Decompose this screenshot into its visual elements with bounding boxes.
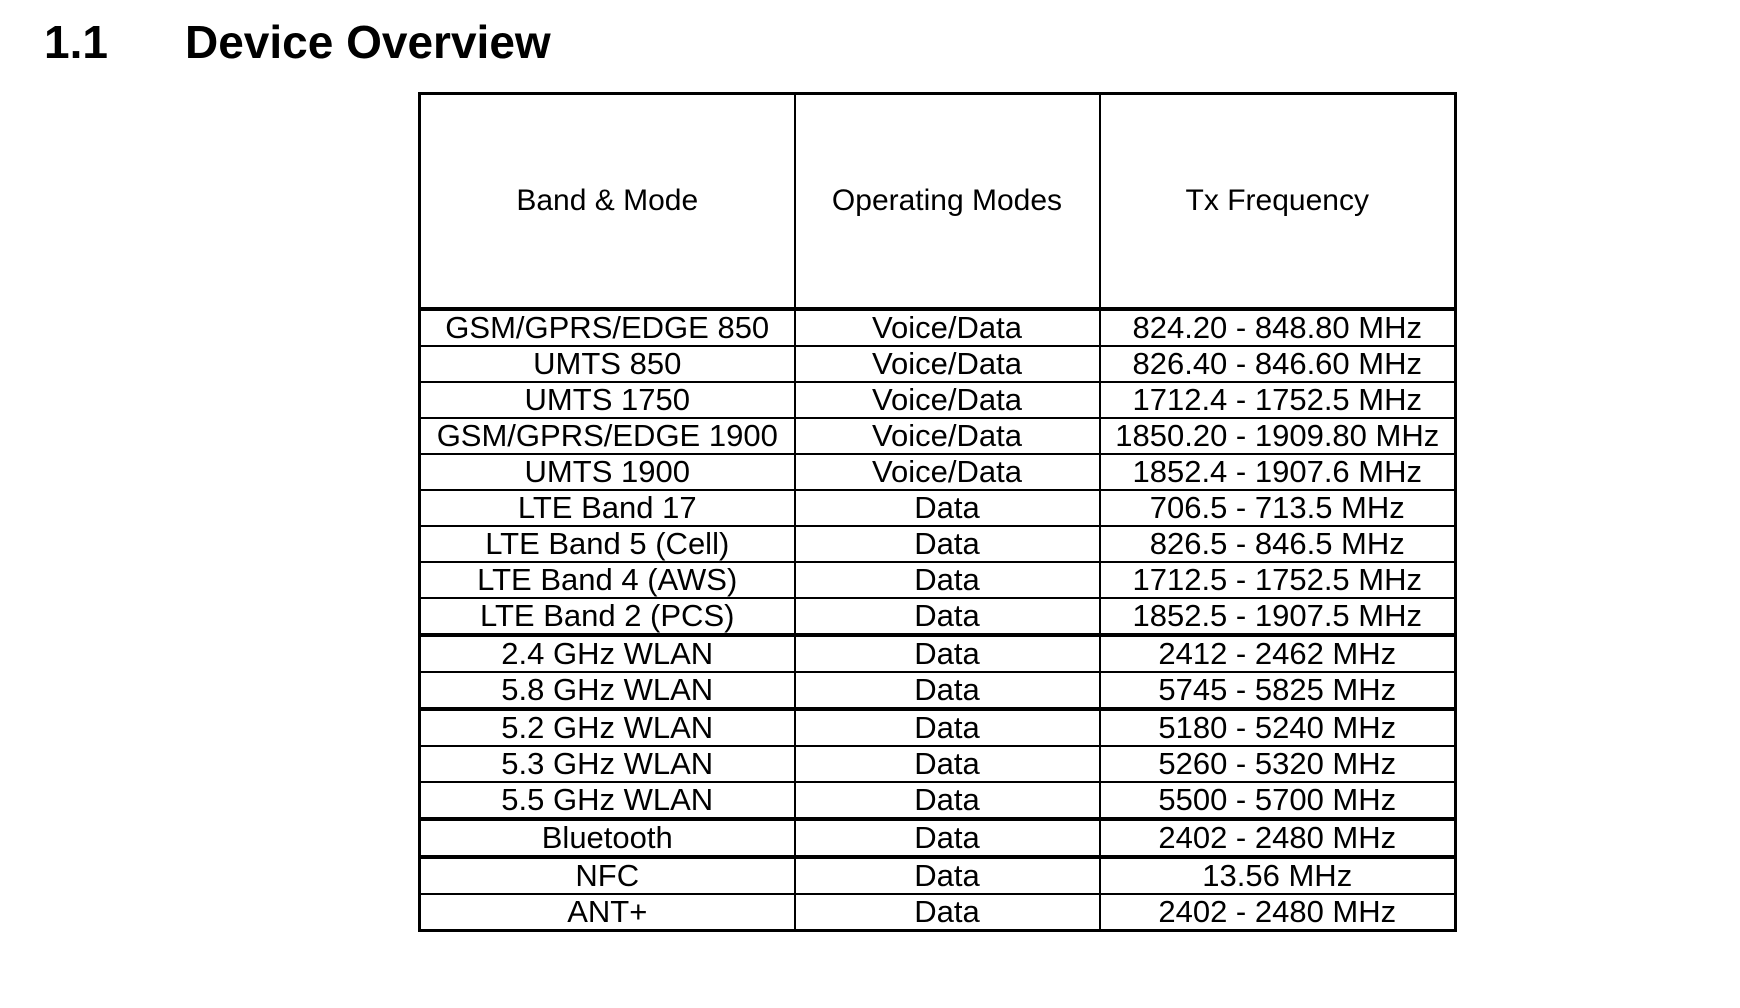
band-mode-cell: 5.5 GHz WLAN bbox=[420, 782, 795, 819]
band-mode-cell: UMTS 1900 bbox=[420, 454, 795, 490]
table-header-row bbox=[420, 94, 1456, 310]
operating-mode-cell: Data bbox=[795, 562, 1100, 598]
operating-mode-cell: Data bbox=[795, 819, 1100, 857]
operating-mode-cell: Data bbox=[795, 490, 1100, 526]
section-title: Device Overview bbox=[185, 16, 551, 68]
table-row bbox=[420, 819, 1456, 857]
table-row bbox=[420, 562, 1456, 598]
tx-frequency-cell: 2402 - 2480 MHz bbox=[1100, 819, 1456, 857]
tx-frequency-cell: 5745 - 5825 MHz bbox=[1100, 672, 1456, 709]
table-row bbox=[420, 490, 1456, 526]
tx-frequency-cell: 1712.4 - 1752.5 MHz bbox=[1100, 382, 1456, 418]
band-mode-cell: LTE Band 5 (Cell) bbox=[420, 526, 795, 562]
operating-mode-cell: Data bbox=[795, 672, 1100, 709]
operating-mode-cell: Voice/Data bbox=[795, 309, 1100, 346]
tx-frequency-cell: 2402 - 2480 MHz bbox=[1100, 894, 1456, 931]
operating-mode-cell: Data bbox=[795, 635, 1100, 672]
tx-frequency-cell: 1712.5 - 1752.5 MHz bbox=[1100, 562, 1456, 598]
operating-mode-cell: Data bbox=[795, 782, 1100, 819]
table-row bbox=[420, 857, 1456, 894]
band-mode-cell: 5.2 GHz WLAN bbox=[420, 709, 795, 746]
band-mode-cell: LTE Band 2 (PCS) bbox=[420, 598, 795, 635]
tx-frequency-cell: 1850.20 - 1909.80 MHz bbox=[1100, 418, 1456, 454]
operating-mode-cell: Data bbox=[795, 857, 1100, 894]
operating-mode-cell: Voice/Data bbox=[795, 382, 1100, 418]
operating-mode-cell: Voice/Data bbox=[795, 454, 1100, 490]
band-mode-cell: 5.8 GHz WLAN bbox=[420, 672, 795, 709]
operating-mode-cell: Data bbox=[795, 526, 1100, 562]
band-mode-cell: UMTS 1750 bbox=[420, 382, 795, 418]
band-mode-cell: ANT+ bbox=[420, 894, 795, 931]
tx-frequency-cell: 826.40 - 846.60 MHz bbox=[1100, 346, 1456, 382]
table-row bbox=[420, 346, 1456, 382]
band-mode-cell: NFC bbox=[420, 857, 795, 894]
operating-mode-cell: Data bbox=[795, 709, 1100, 746]
band-mode-cell: 2.4 GHz WLAN bbox=[420, 635, 795, 672]
band-mode-cell: GSM/GPRS/EDGE 850 bbox=[420, 309, 795, 346]
header-band-mode: Band & Mode bbox=[420, 94, 795, 310]
tx-frequency-cell: 13.56 MHz bbox=[1100, 857, 1456, 894]
header-operating-modes: Operating Modes bbox=[795, 94, 1100, 310]
operating-mode-cell: Voice/Data bbox=[795, 418, 1100, 454]
device-overview-table bbox=[418, 92, 1457, 932]
operating-mode-cell: Voice/Data bbox=[795, 346, 1100, 382]
band-mode-cell: LTE Band 17 bbox=[420, 490, 795, 526]
table-row bbox=[420, 672, 1456, 709]
operating-mode-cell: Data bbox=[795, 894, 1100, 931]
band-mode-cell: 5.3 GHz WLAN bbox=[420, 746, 795, 782]
table-row bbox=[420, 382, 1456, 418]
tx-frequency-cell: 826.5 - 846.5 MHz bbox=[1100, 526, 1456, 562]
tx-frequency-cell: 1852.5 - 1907.5 MHz bbox=[1100, 598, 1456, 635]
tx-frequency-cell: 5180 - 5240 MHz bbox=[1100, 709, 1456, 746]
tx-frequency-cell: 1852.4 - 1907.6 MHz bbox=[1100, 454, 1456, 490]
tx-frequency-cell: 5260 - 5320 MHz bbox=[1100, 746, 1456, 782]
operating-mode-cell: Data bbox=[795, 598, 1100, 635]
table-row bbox=[420, 894, 1456, 931]
tx-frequency-cell: 2412 - 2462 MHz bbox=[1100, 635, 1456, 672]
section-number: 1.1 bbox=[44, 16, 108, 68]
header-tx-frequency: Tx Frequency bbox=[1100, 94, 1456, 310]
section-heading bbox=[44, 12, 551, 72]
table-row bbox=[420, 526, 1456, 562]
table-row bbox=[420, 598, 1456, 635]
operating-mode-cell: Data bbox=[795, 746, 1100, 782]
tx-frequency-cell: 5500 - 5700 MHz bbox=[1100, 782, 1456, 819]
band-mode-cell: LTE Band 4 (AWS) bbox=[420, 562, 795, 598]
table-row bbox=[420, 454, 1456, 490]
tx-frequency-cell: 706.5 - 713.5 MHz bbox=[1100, 490, 1456, 526]
table-row bbox=[420, 782, 1456, 819]
table-row bbox=[420, 309, 1456, 346]
table-row bbox=[420, 746, 1456, 782]
table-row bbox=[420, 635, 1456, 672]
band-mode-cell: Bluetooth bbox=[420, 819, 795, 857]
table-row bbox=[420, 418, 1456, 454]
band-mode-cell: GSM/GPRS/EDGE 1900 bbox=[420, 418, 795, 454]
table-row bbox=[420, 709, 1456, 746]
band-mode-cell: UMTS 850 bbox=[420, 346, 795, 382]
tx-frequency-cell: 824.20 - 848.80 MHz bbox=[1100, 309, 1456, 346]
